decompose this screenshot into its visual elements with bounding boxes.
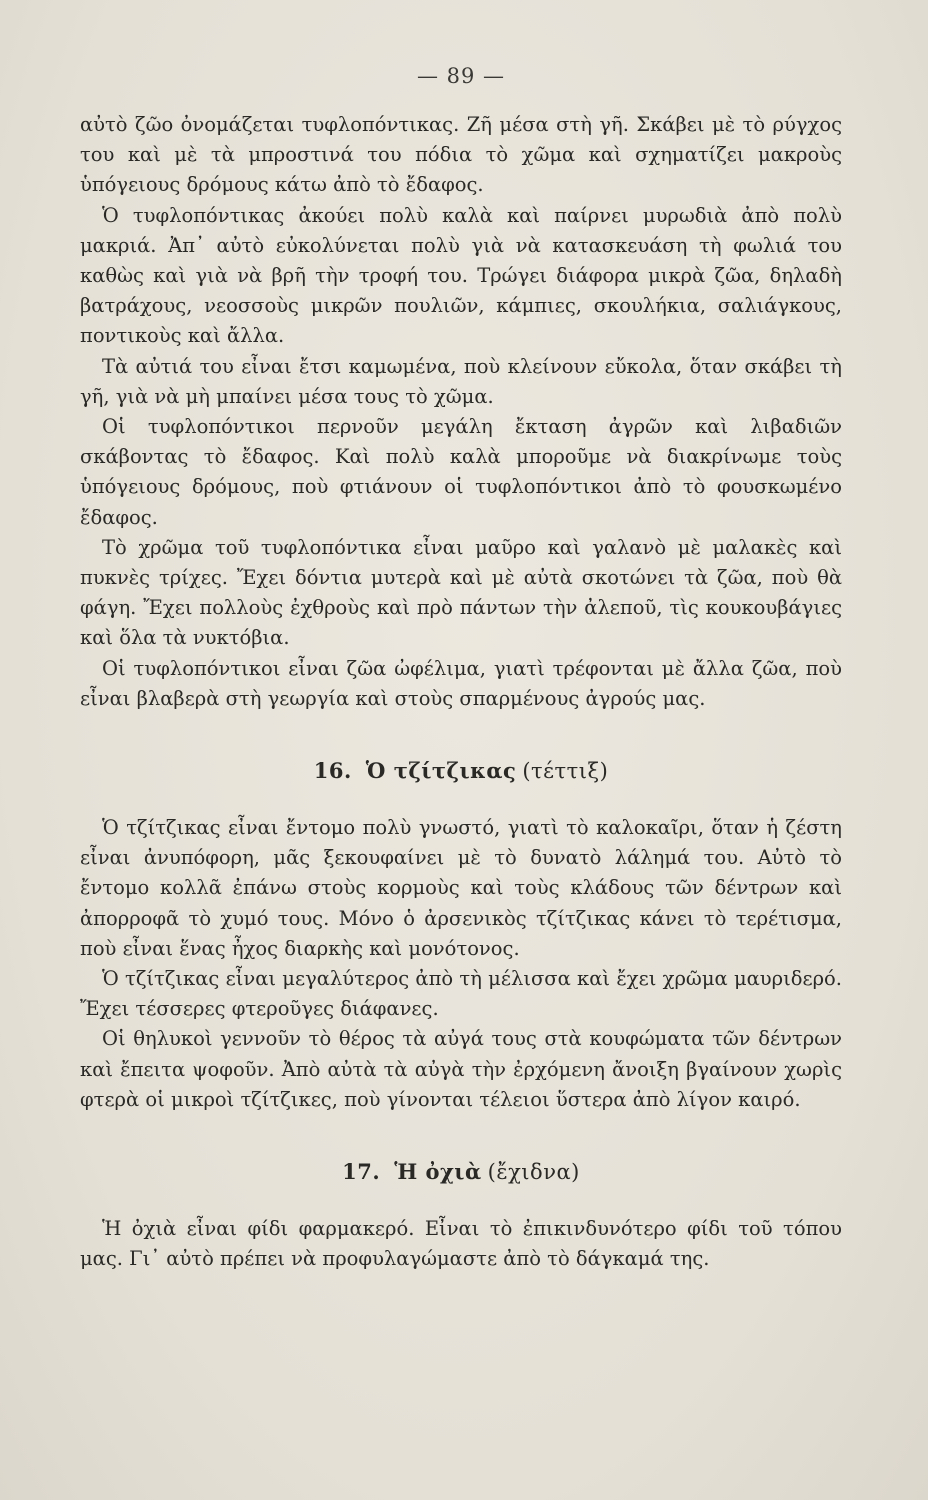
paragraph: Ὁ τζίτζικας εἶναι μεγαλύτερος ἀπὸ τὴ μέλισσα καὶ ἔχει χρῶμα μαυριδερό. Ἔχει τέσσερες φτεροῦγες διάφανες. — [80, 967, 842, 1021]
section-15-continued — [80, 110, 842, 714]
paragraph: Οἱ θηλυκοὶ γεννοῦν τὸ θέρος τὰ αὐγά τους στὰ κουφώματα τῶν δέντρων καὶ ἔπειτα ψοφοῦν. Ἀπὸ αὐτὰ τὰ αὐγὰ τὴν ἐρχόμενη ἄνοιξη βγαίνουν χωρὶς φτερὰ οἱ μικροὶ τζίτζικες, ποὺ γίνονται τέλειοι ὕστερα ἀπὸ λίγον καιρό. — [80, 1027, 842, 1111]
paragraph: Ἡ ὀχιὰ εἶναι φίδι φαρμακερό. Εἶναι τὸ ἐπικινδυνότερο φίδι τοῦ τόπου μας. Γι᾽ αὐτὸ πρέπει νὰ προφυλαγώμαστε ἀπὸ τὸ δάγκαμά της. — [80, 1217, 842, 1271]
section-number: 16. — [313, 758, 352, 784]
page-number: — 89 — — [416, 64, 506, 88]
section-16-heading — [80, 758, 842, 783]
paragraph: Ὁ τυφλοπόντικας ἀκούει πολὺ καλὰ καὶ παίρνει μυρωδιὰ ἀπὸ πολὺ μακριά. Ἀπ᾽ αὐτὸ εὐκολύνεται πολὺ γιὰ νὰ κατασκευάση τὴ φωλιά του καθὼς καὶ γιὰ νὰ βρῆ τὴν τροφή του. Τρώγει διάφορα μικρὰ ζῶα, δηλαδὴ βατράχους, νεοσσοὺς μικρῶν πουλιῶν, κάμπιες, σκουλήκια, σαλιάγκους, ποντικοὺς καὶ ἄλλα. — [80, 203, 842, 348]
paragraph: Ὁ τζίτζικας εἶναι ἔντομο πολὺ γνωστό, γιατὶ τὸ καλοκαῖρι, ὅταν ἡ ζέστη εἶναι ἀνυπόφορη, μᾶς ξεκουφαίνει μὲ τὸ δυνατὸ λάλημά του. Αὐτὸ τὸ ἔντομο κολλᾶ ἐπάνω στοὺς κορμοὺς καὶ τοὺς κλάδους τῶν δέντρων καὶ ἀπορροφᾶ τὸ χυμό τους. Μόνο ὁ ἀρσενικὸς τζίτζικας κάνει τὸ τερέτισμα, ποὺ εἶναι ἕνας ἦχος διαρκὴς καὶ μονότονος. — [80, 816, 842, 960]
section-title: Ὁ τζίτζικας — [365, 758, 517, 784]
paragraph: αὐτὸ ζῶο ὀνομάζεται τυφλοπόντικας. Ζῆ μέσα στὴ γῆ. Σκάβει μὲ τὸ ρύγχος του καὶ μὲ τὰ μπροστινά του πόδια τὸ χῶμα καὶ σχηματίζει μακροὺς ὑπόγειους δρόμους κάτω ἀπὸ τὸ ἔδαφος. — [80, 113, 842, 197]
paragraph: Οἱ τυφλοπόντικοι περνοῦν μεγάλη ἔκταση ἀγρῶν καὶ λιβαδιῶν σκάβοντας τὸ ἔδαφος. Καὶ πολὺ καλὰ μποροῦμε νὰ διακρίνωμε τοὺς ὑπόγειους δρόμους, ποὺ φτιάνουν οἱ τυφλοπόντικοι ἀπὸ τὸ φουσκωμένο ἔδαφος. — [80, 415, 842, 529]
paragraph: Τὸ χρῶμα τοῦ τυφλοπόντικα εἶναι μαῦρο καὶ γαλανὸ μὲ μαλακὲς καὶ πυκνὲς τρίχες. Ἔχει δόντια μυτερὰ καὶ μὲ αὐτὰ σκοτώνει τὰ ζῶα, ποὺ θὰ φάγη. Ἔχει πολλοὺς ἐχθροὺς καὶ πρὸ πάντων τὴν ἀλεποῦ, τὶς κουκουβάγιες καὶ ὅλα τὰ νυκτόβια. — [80, 535, 842, 650]
section-number: 17. — [342, 1159, 381, 1185]
section-subtitle: (τέττιξ) — [522, 759, 609, 784]
section-17-body — [80, 1214, 842, 1274]
section-17-heading — [80, 1159, 842, 1184]
paragraph: Οἱ τυφλοπόντικοι εἶναι ζῶα ὠφέλιμα, γιατὶ τρέφονται μὲ ἄλλα ζῶα, ποὺ εἶναι βλαβερὰ στὴ γεωργία καὶ στοὺς σπαρμένους ἀγρούς μας. — [80, 656, 842, 710]
section-subtitle: (ἔχιδνα) — [487, 1160, 580, 1185]
section-title: Ἡ ὀχιὰ — [394, 1159, 482, 1185]
section-16-body — [80, 813, 842, 1115]
paragraph: Τὰ αὐτιά του εἶναι ἔτσι καμωμένα, ποὺ κλείνουν εὔκολα, ὅταν σκάβει τὴ γῆ, γιὰ νὰ μὴ μπαίνει μέσα τους τὸ χῶμα. — [80, 354, 842, 408]
